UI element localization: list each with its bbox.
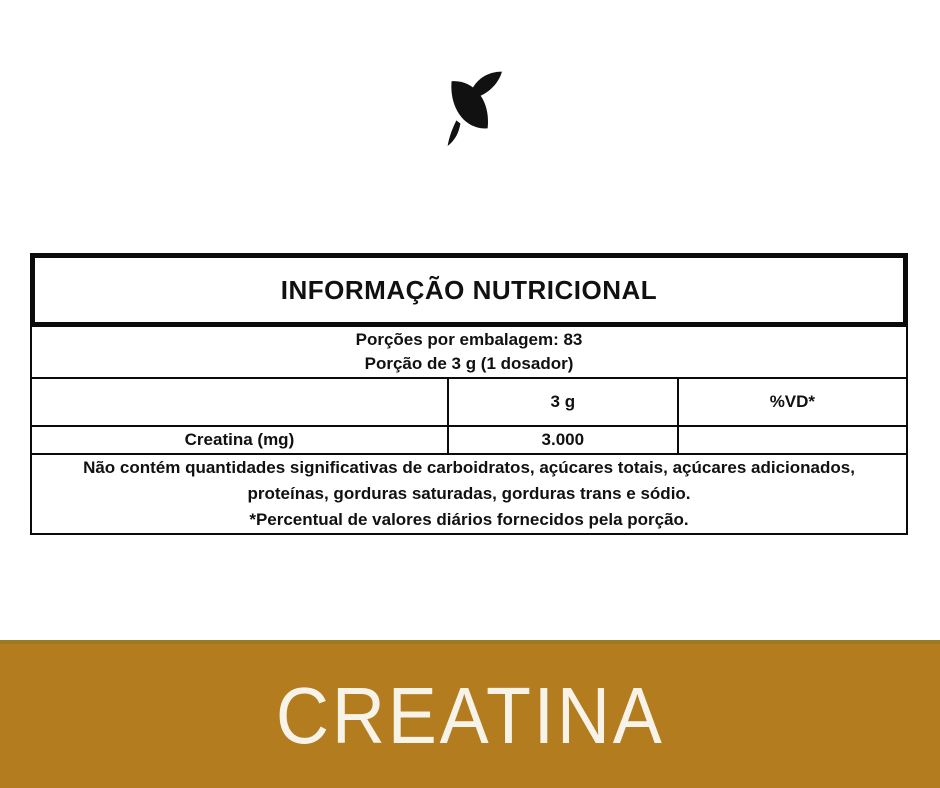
nutrition-title: INFORMAÇÃO NUTRICIONAL (280, 274, 658, 305)
col-dv-header: %VD* (769, 392, 816, 411)
bird-logo-icon (429, 66, 511, 146)
servings-per-package: Porções por embalagem: 83 (355, 330, 583, 349)
nutrient-dv (679, 427, 906, 453)
footnote-line-3: *Percentual de valores diários fornecidos pela porção. (249, 510, 689, 529)
nutrition-table (30, 327, 908, 535)
product-name: CREATINA (275, 671, 665, 760)
col-amount-header: 3 g (449, 379, 679, 425)
servings-row (32, 327, 906, 379)
product-banner (0, 640, 940, 788)
brand-logo (429, 66, 511, 146)
nutrient-name: Creatina (mg) (32, 427, 449, 453)
footnote-line-2: proteínas, gorduras saturadas, gorduras trans e sódio. (247, 484, 691, 503)
nutrition-title-box (30, 253, 908, 327)
footnote-line-1: Não contém quantidades significativas de carboidratos, açúcares totais, açúcares adicionados, (83, 458, 855, 477)
nutrient-amount: 3.000 (449, 427, 679, 453)
footnote (32, 455, 906, 533)
column-header-row (32, 379, 906, 427)
table-row (32, 427, 906, 455)
col-nutrient-header (32, 379, 449, 425)
serving-size: Porção de 3 g (1 dosador) (364, 354, 574, 373)
